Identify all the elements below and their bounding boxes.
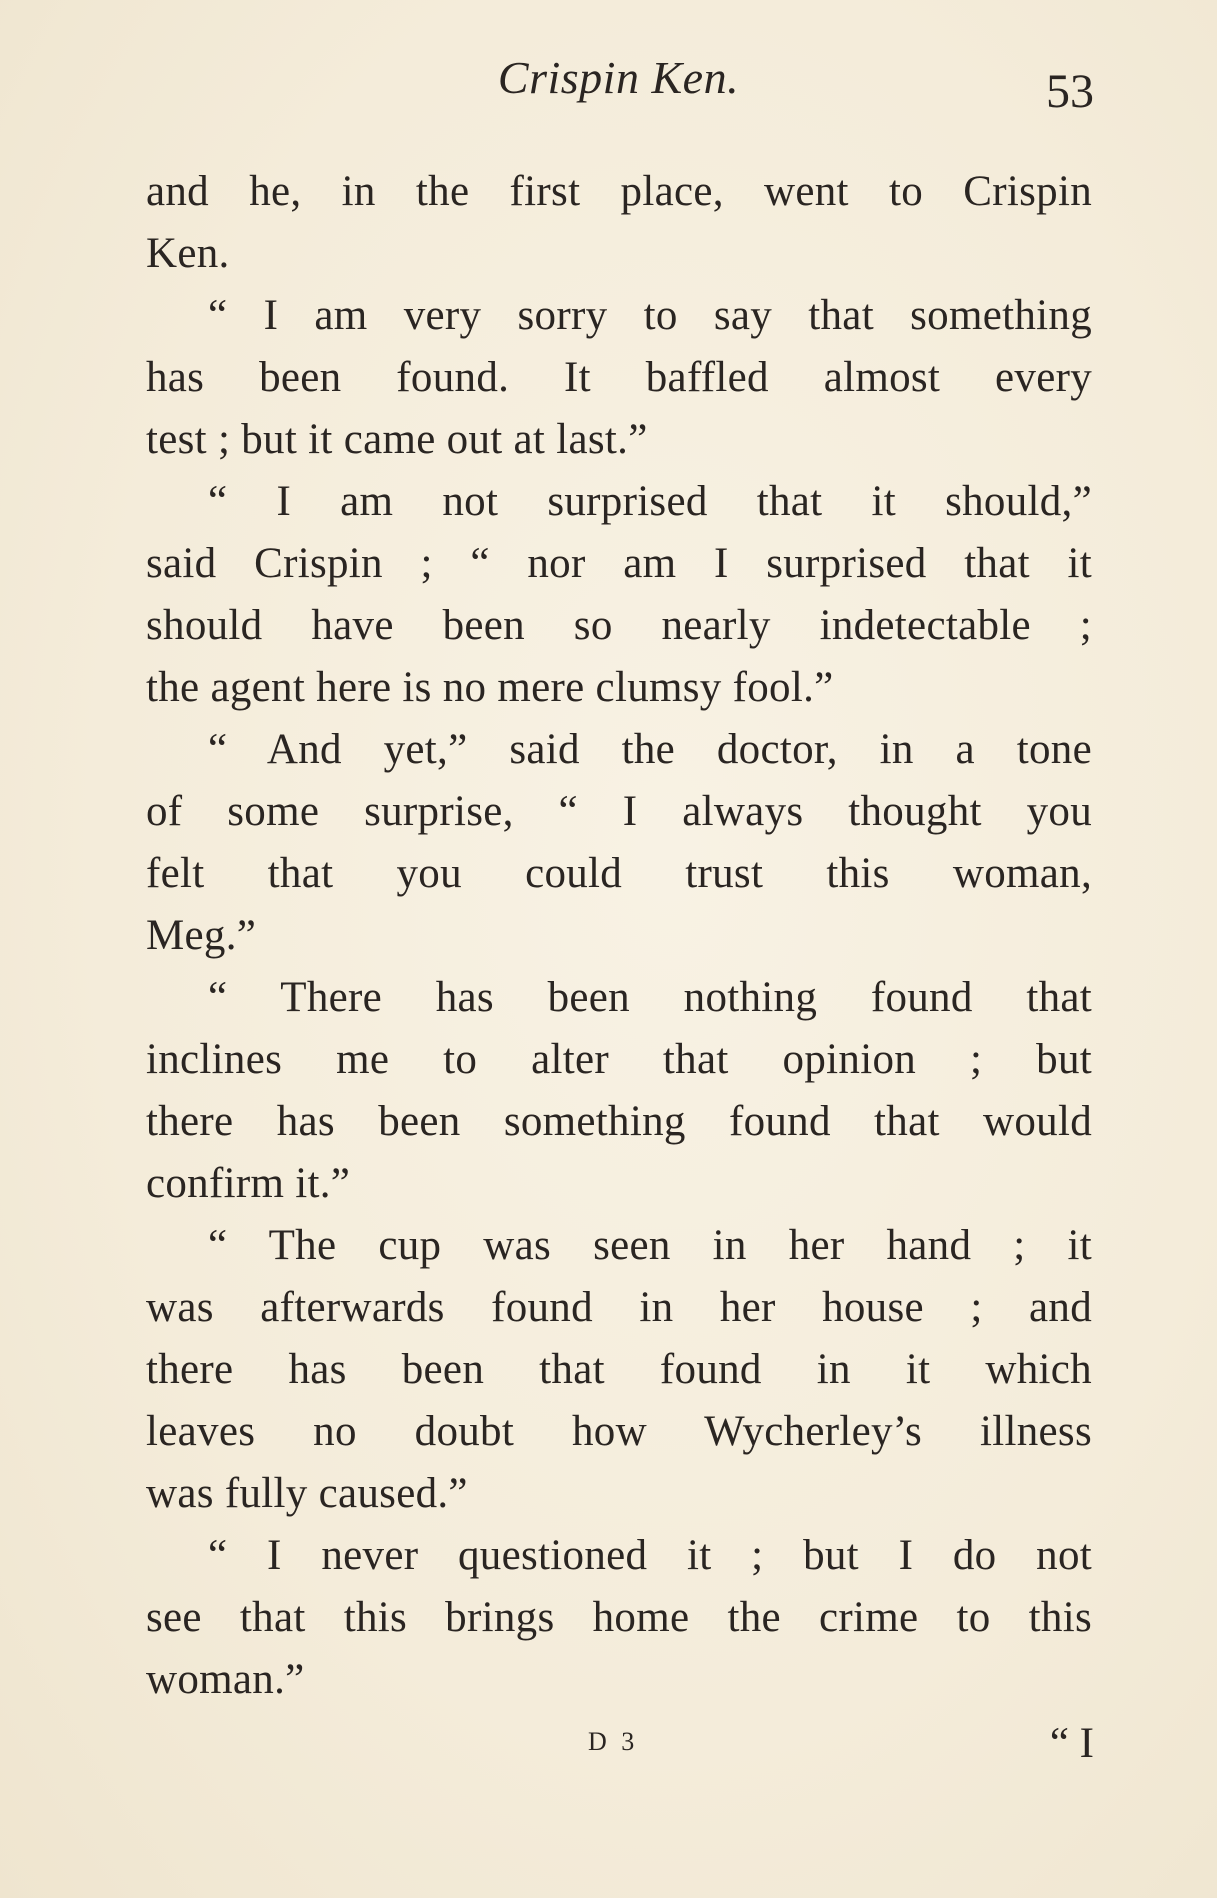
- text-line: “ I am very sorry to say that something: [208, 292, 1092, 339]
- text-line: Meg.”: [146, 912, 257, 959]
- text-line: “ I am not surprised that it should,”: [208, 478, 1092, 525]
- text-line: see that this brings home the crime to this: [146, 1594, 1092, 1641]
- text-line: has been found. It baffled almost every: [146, 354, 1092, 401]
- text-line: there has been that found in it which: [146, 1346, 1092, 1393]
- text-line: “ I never questioned it ; but I do not: [208, 1532, 1092, 1579]
- text-line: was afterwards found in her house ; and: [146, 1284, 1092, 1331]
- text-line: test ; but it came out at last.”: [146, 416, 648, 463]
- catchword: “ I: [1049, 1720, 1094, 1767]
- text-line: and he, in the first place, went to Crispin: [146, 168, 1092, 215]
- text-line: inclines me to alter that opinion ; but: [146, 1036, 1092, 1083]
- running-head-title: Crispin Ken.: [497, 52, 740, 103]
- text-line: there has been something found that would: [146, 1098, 1092, 1145]
- signature-mark: D 3: [588, 1727, 639, 1756]
- text-line: “ There has been nothing found that: [208, 974, 1092, 1021]
- text-line: said Crispin ; “ nor am I surprised that it: [146, 540, 1092, 587]
- text-line: the agent here is no mere clumsy fool.”: [146, 664, 834, 711]
- text-line: Ken.: [146, 230, 230, 277]
- page-footer: [0, 1714, 1217, 1774]
- text-line: should have been so nearly indetectable ;: [146, 602, 1092, 649]
- text-line: “ The cup was seen in her hand ; it: [208, 1222, 1092, 1269]
- text-line: leaves no doubt how Wycherley’s illness: [146, 1408, 1092, 1455]
- text-line: was fully caused.”: [146, 1470, 468, 1517]
- text-line: of some surprise, “ I always thought you: [146, 788, 1092, 835]
- text-line: woman.”: [146, 1656, 305, 1703]
- text-line: felt that you could trust this woman,: [146, 850, 1092, 897]
- page-number: 53: [1046, 65, 1094, 118]
- body-text: [146, 161, 1092, 1711]
- text-line: confirm it.”: [146, 1160, 351, 1207]
- text-line: “ And yet,” said the doctor, in a tone: [208, 726, 1092, 773]
